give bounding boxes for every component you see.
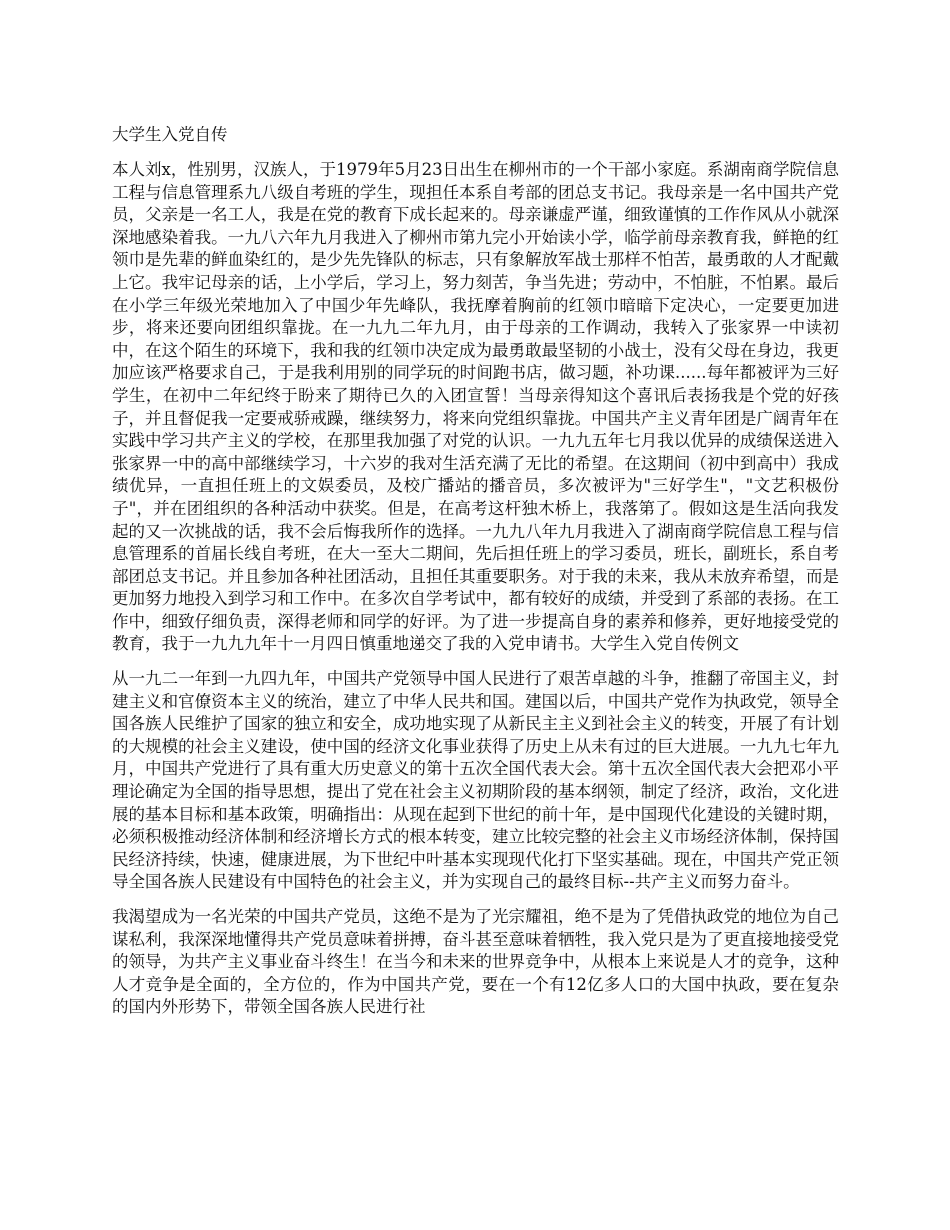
paragraph-party-history: 从一九二一年到一九四九年，中国共产党领导中国人民进行了艰苦卓越的斗争，推翻了帝国主义，封建主义和官僚资本主义的统治，建立了中华人民共和国。建国以后，中国共产党作为执政党，领导全国各族人民维护了国家的独立和安全，成功地实现了从新民主主义到社会主义的转变，开展了有计划的大规模的社会主义建设，使中国的经济文化事业获得了历史上从未有过的巨大进展。一九九七年九月，中国共产党进行了具有重大历史意义的第十五次全国代表大会。第十五次全国代表大会把邓小平理论确定为全国的指导思想，提出了党在社会主义初期阶段的基本纲领，制定了经济，政治，文化进展的基本目标和基本政策，明确指出：从现在起到下世纪的前十年，是中国现代化建设的关键时期，必须积极推动经济体制和经济增长方式的根本转变，建立比较完整的社会主义市场经济体制，保持国民经济持续，快速，健康进展，为下世纪中叶基本实现现代化打下坚实基础。现在，中国共产党正领导全国各族人民建设有中国特色的社会主义，并为实现自己的最终目标--共产主义而努力奋斗。: [112, 669, 839, 892]
paragraph-motivation: 我渴望成为一名光荣的中国共产党员，这绝不是为了光宗耀祖，绝不是为了凭借执政党的地位为自己谋私利，我深深地懂得共产党员意味着拼搏，奋斗甚至意味着牺牲，我入党只是为了更直接地接受党的领导，为共产主义事业奋斗终生！在当今和未来的世界竞争中，从根本上来说是人才的竞争，这种人才竞争是全面的，全方位的，作为中国共产党，要在一个有12亿多人口的大国中执政，要在复杂的国内外形势下，带领全国各族人民进行社: [112, 907, 839, 1017]
document-title: 大学生入党自传: [112, 125, 228, 144]
paragraph-autobiography: 本人刘x，性别男，汉族人，于1979年5月23日出生在柳州市的一个干部小家庭。系湖南商学院信息工程与信息管理系九八级自考班的学生，现担任本系自考部的团总支书记。我母亲是一名中国共产党员，父亲是一名工人，我是在党的教育下成长起来的。母亲谦虚严谨，细致谨慎的工作作风从小就深深地感染着我。一九八六年九月我进入了柳州市第九完小开始读小学，临学前母亲教育我，鲜艳的红领巾是先辈的鲜血染红的，是少先先锋队的标志，只有象解放军战士那样不怕苦，最勇敢的人才配戴上它。我牢记母亲的话，上小学后，学习上，努力刻苦，争当先进；劳动中，不怕脏，不怕累。最后在小学三年级光荣地加入了中国少年先峰队，我抚摩着胸前的红领巾暗暗下定决心，一定要更加进步，将来还要向团组织靠拢。在一九九二年九月，由于母亲的工作调动，我转入了张家界一中读初中，在这个陌生的环境下，我和我的红领巾决定成为最勇敢最坚韧的小战士，没有父母在身边，我更加应该严格要求自己，于是我利用别的同学玩的时间跑书店，做习题，补功课......每年都被评为三好学生，在初中二年纪终于盼来了期待已久的入团宣誓！当母亲得知这个喜讯后表扬我是个党的好孩子，并且督促我一定要戒骄戒躁，继续努力，将来向党组织靠拢。中国共产主义青年团是广阔青年在实践中学习共产主义的学校，在那里我加强了对党的认识。一九九五年七月我以优异的成绩保送进入张家界一中的高中部继续学习，十六岁的我对生活充满了无比的希望。在这期间（初中到高中）我成绩优异，一直担任班上的文娱委员，及校广播站的播音员，多次被评为"三好学生"，"文艺积极份子"，并在团组织的各种活动中获奖。但是，在高考这杆独木桥上，我落第了。假如这是生活向我发起的又一次挑战的话，我不会后悔我所作的选择。一九九八年九月我进入了湖南商学院信息工程与信息管理系的首届长线自考班，在大一至大二期间，先后担任班上的学习委员，班长，副班长，系自考部团总支书记。并且参加各种社团活动，且担任其重要职务。对于我的未来，我从未放弃希望，而是更加努力地投入到学习和工作中。在多次自学考试中，都有较好的成绩，并受到了系部的表扬。在工作中，细致仔细负责，深得老师和同学的好评。为了进一步提高自身的素养和修养，更好地接受党的教育，我于一九九九年十一月四日慎重地递交了我的入党申请书。大学生入党自传例文: [112, 160, 839, 654]
document-page: [112, 122, 839, 1031]
